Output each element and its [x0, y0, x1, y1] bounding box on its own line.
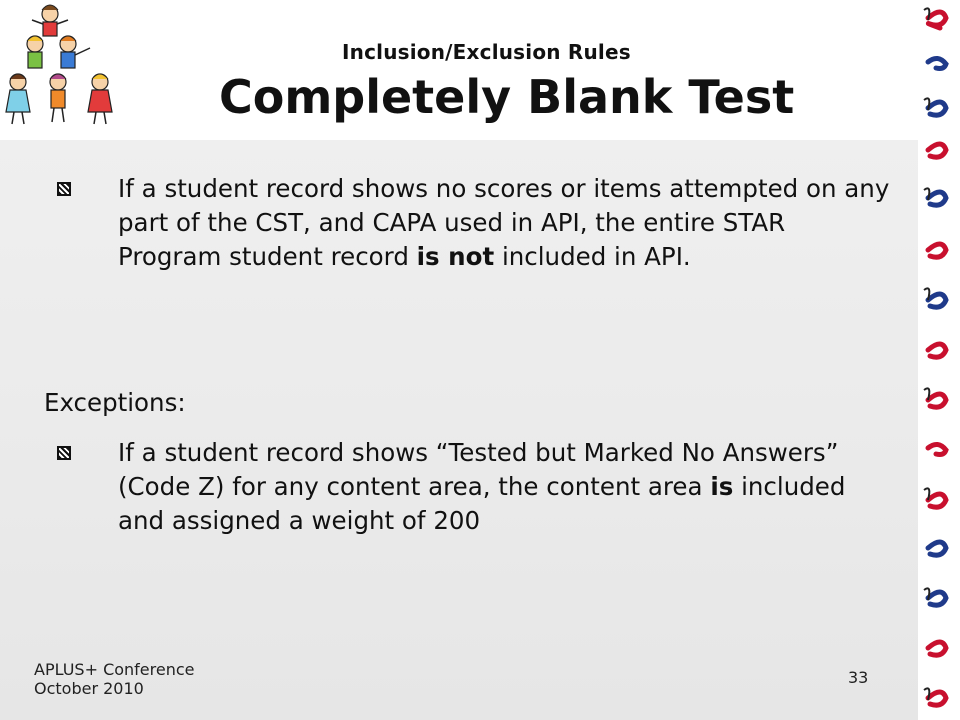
bullet-text-part: If a student record shows “Tested but Marked No Answers” (Code Z) for any content area, the content area [118, 438, 839, 501]
footer-line: APLUS+ Conference [34, 660, 195, 679]
bullet-text-part: included and assigned a weight of 200 [118, 472, 846, 535]
footer-conference [34, 660, 195, 698]
footer-line: October 2010 [34, 679, 144, 698]
bullet-square-icon [44, 172, 118, 274]
bullet-square-icon [44, 436, 118, 538]
bullet-item [44, 172, 894, 274]
bullet-text [118, 172, 894, 274]
exceptions-label: Exceptions: [44, 388, 186, 417]
slide-title: Completely Blank Test [219, 70, 795, 124]
slide-subtitle: Inclusion/Exclusion Rules [342, 40, 631, 64]
children-pyramid-illustration [0, 0, 145, 130]
bullet-text-part: If a student record shows no scores or items attempted on any part of the CST, and CAPA used in API, the entire STAR Program student record [118, 174, 890, 271]
bullet-text [118, 436, 894, 538]
bullet-text-emphasis: is [710, 472, 734, 501]
bullet-item [44, 436, 894, 538]
bullet-text-emphasis: is not [416, 242, 495, 271]
page-number: 33 [848, 668, 869, 687]
bullet-text-part: included in API. [494, 242, 691, 271]
handwritten-swirl-border [918, 0, 960, 720]
